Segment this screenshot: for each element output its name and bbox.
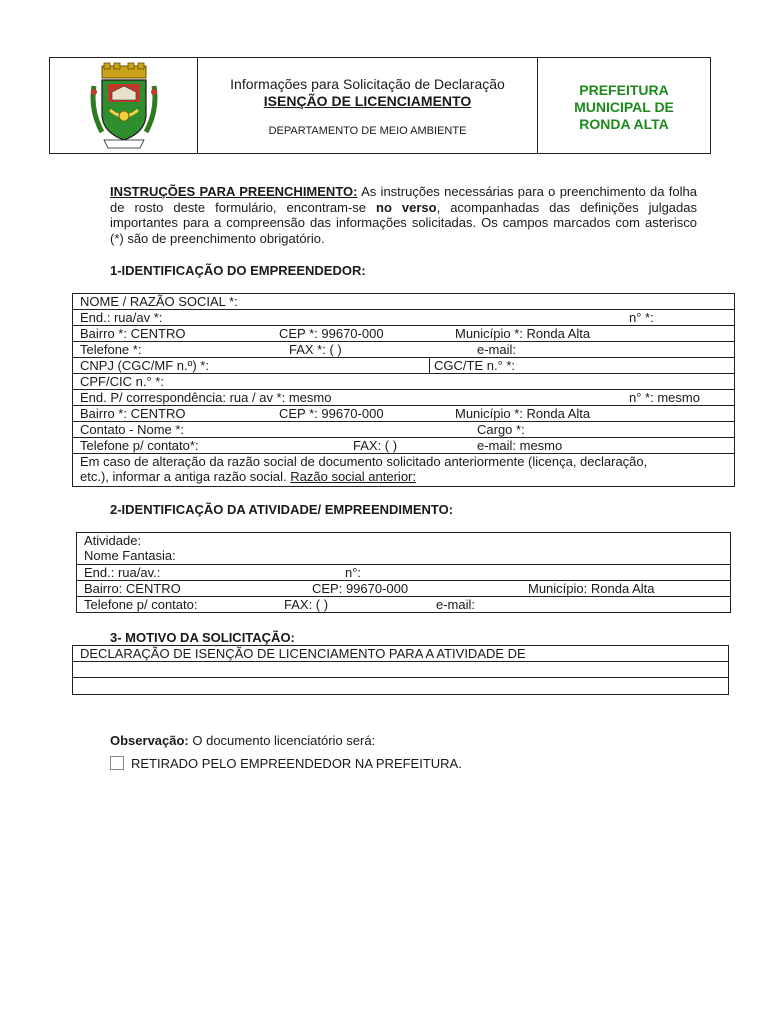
alteracao-text: etc.), informar a antiga razão social. (80, 469, 291, 484)
row-bairro[interactable] (73, 326, 734, 342)
row-contato[interactable] (73, 422, 734, 438)
motivo-text: DECLARAÇÃO DE ISENÇÃO DE LICENCIAMENTO PARA A ATIVIDADE DE (80, 646, 526, 661)
field-cep: CEP *: 99670-000 (279, 326, 384, 341)
entrepreneur-table (72, 293, 735, 487)
header-department: DEPARTAMENTO DE MEIO AMBIENTE (268, 125, 467, 137)
observation-text: O documento licenciatório será: (188, 733, 376, 748)
row-cpf[interactable] (73, 374, 734, 390)
field-cpf: CPF/CIC n.° *: (80, 374, 164, 389)
motivo-table (72, 645, 729, 695)
row-atividade[interactable] (77, 533, 730, 565)
field-fax: FAX *: ( ) (289, 342, 342, 357)
field-atividade-cep: CEP: 99670-000 (312, 581, 409, 596)
field-contato-nome: Contato - Nome *: (80, 422, 185, 437)
field-atividade: Atividade: (84, 533, 142, 548)
pickup-checkbox[interactable] (110, 756, 124, 770)
prefeitura-line1: PREFEITURA (579, 82, 669, 98)
prefeitura-line3: RONDA ALTA (579, 116, 669, 132)
field-atividade-municipio: Município: Ronda Alta (528, 581, 655, 596)
row-atividade-telefone[interactable] (77, 597, 730, 612)
row-motivo-3[interactable] (73, 678, 728, 694)
field-atividade-email: e-mail: (436, 597, 476, 612)
field-nome: NOME / RAZÃO SOCIAL *: (80, 294, 238, 309)
field-cnpj: CNPJ (CGC/MF n.º) *: (80, 358, 209, 373)
row-bairro-correspondencia[interactable] (73, 406, 734, 422)
field-endereco-correspondencia: End. P/ correspondência: rua / av *: mesmo (80, 390, 332, 405)
field-atividade-telefone: Telefone p/ contato: (84, 597, 198, 612)
row-cnpj[interactable] (73, 358, 734, 374)
activity-table (76, 532, 731, 613)
header-title-line1: Informações para Solicitação de Declaração (230, 76, 505, 92)
instructions-text-b: , acompanhadas das definições julgadas importantes para a compreensão das informações solicitadas. Os campos marcados com asterisco (*) são de preenchimento obrigatório. (110, 199, 698, 246)
row-razao-anterior[interactable] (73, 454, 734, 486)
observation-line (110, 733, 375, 748)
pickup-option-label: RETIRADO PELO EMPREENDEDOR NA PREFEITURA. (131, 756, 462, 771)
prefeitura-line2: MUNICIPAL DE (574, 99, 674, 115)
row-telefone[interactable] (73, 342, 734, 358)
alteracao-text-line2 (80, 469, 416, 485)
field-nome-fantasia: Nome Fantasia: (84, 548, 176, 563)
header-title-line2: ISENÇÃO DE LICENCIAMENTO (263, 93, 472, 109)
field-bairro-correspondencia: Bairro *: CENTRO (80, 406, 186, 421)
field-cargo: Cargo *: (477, 422, 525, 437)
section1-title: 1-IDENTIFICAÇÃO DO EMPREENDEDOR: (110, 263, 366, 278)
prefeitura-name (548, 82, 700, 133)
row-motivo-1[interactable] (73, 646, 728, 662)
row-motivo-2[interactable] (73, 662, 728, 678)
field-telefone: Telefone *: (80, 342, 142, 357)
header-title-cell (198, 58, 538, 153)
coat-of-arms-logo (88, 62, 160, 150)
field-email-contato: e-mail: mesmo (477, 438, 563, 453)
field-atividade-numero: n°: (345, 565, 362, 580)
section3-title: 3- MOTIVO DA SOLICITAÇÃO: (110, 630, 295, 645)
document-header (49, 57, 711, 154)
logo-cell (50, 58, 198, 153)
field-municipio-correspondencia: Município *: Ronda Alta (455, 406, 591, 421)
field-telefone-contato: Telefone p/ contato*: (80, 438, 199, 453)
field-endereco-numero: n° *: (629, 310, 654, 325)
field-municipio: Município *: Ronda Alta (455, 326, 591, 341)
field-endereco-correspondencia-numero: n° *: mesmo (629, 390, 700, 405)
cnpj-divider (429, 358, 430, 373)
observation-label: Observação: (110, 733, 189, 748)
row-telefone-contato[interactable] (73, 438, 734, 454)
row-atividade-bairro[interactable] (77, 581, 730, 597)
instructions-label: INSTRUÇÕES PARA PREENCHIMENTO: (110, 184, 358, 199)
row-endereco-correspondencia[interactable] (73, 390, 734, 406)
row-nome[interactable] (73, 294, 734, 310)
instructions-paragraph (110, 184, 697, 246)
field-cep-correspondencia: CEP *: 99670-000 (279, 406, 384, 421)
field-cgcte: CGC/TE n.° *: (434, 358, 516, 373)
instructions-emphasis: no verso (376, 199, 437, 215)
field-atividade-fax: FAX: ( ) (284, 597, 329, 612)
alteracao-text-line1: Em caso de alteração da razão social de documento solicitado anteriormente (licença, declaração, (80, 454, 648, 469)
field-bairro: Bairro *: CENTRO (80, 326, 186, 341)
row-atividade-endereco[interactable] (77, 565, 730, 581)
row-endereco[interactable] (73, 310, 734, 326)
razao-social-anterior-label: Razão social anterior: (290, 469, 416, 484)
field-atividade-bairro: Bairro: CENTRO (84, 581, 181, 596)
instructions-text-a: As instruções necessárias para o preenchimento da folha de rosto deste formulário, encontram-se (110, 184, 697, 215)
pickup-option[interactable] (110, 756, 530, 772)
field-email: e-mail: (477, 342, 517, 357)
field-endereco: End.: rua/av *: (80, 310, 163, 325)
field-fax-contato: FAX: ( ) (353, 438, 398, 453)
field-atividade-endereco: End.: rua/av.: (84, 565, 161, 580)
section2-title: 2-IDENTIFICAÇÃO DA ATIVIDADE/ EMPREENDIMENTO: (110, 502, 454, 517)
header-prefeitura-cell (538, 58, 710, 153)
